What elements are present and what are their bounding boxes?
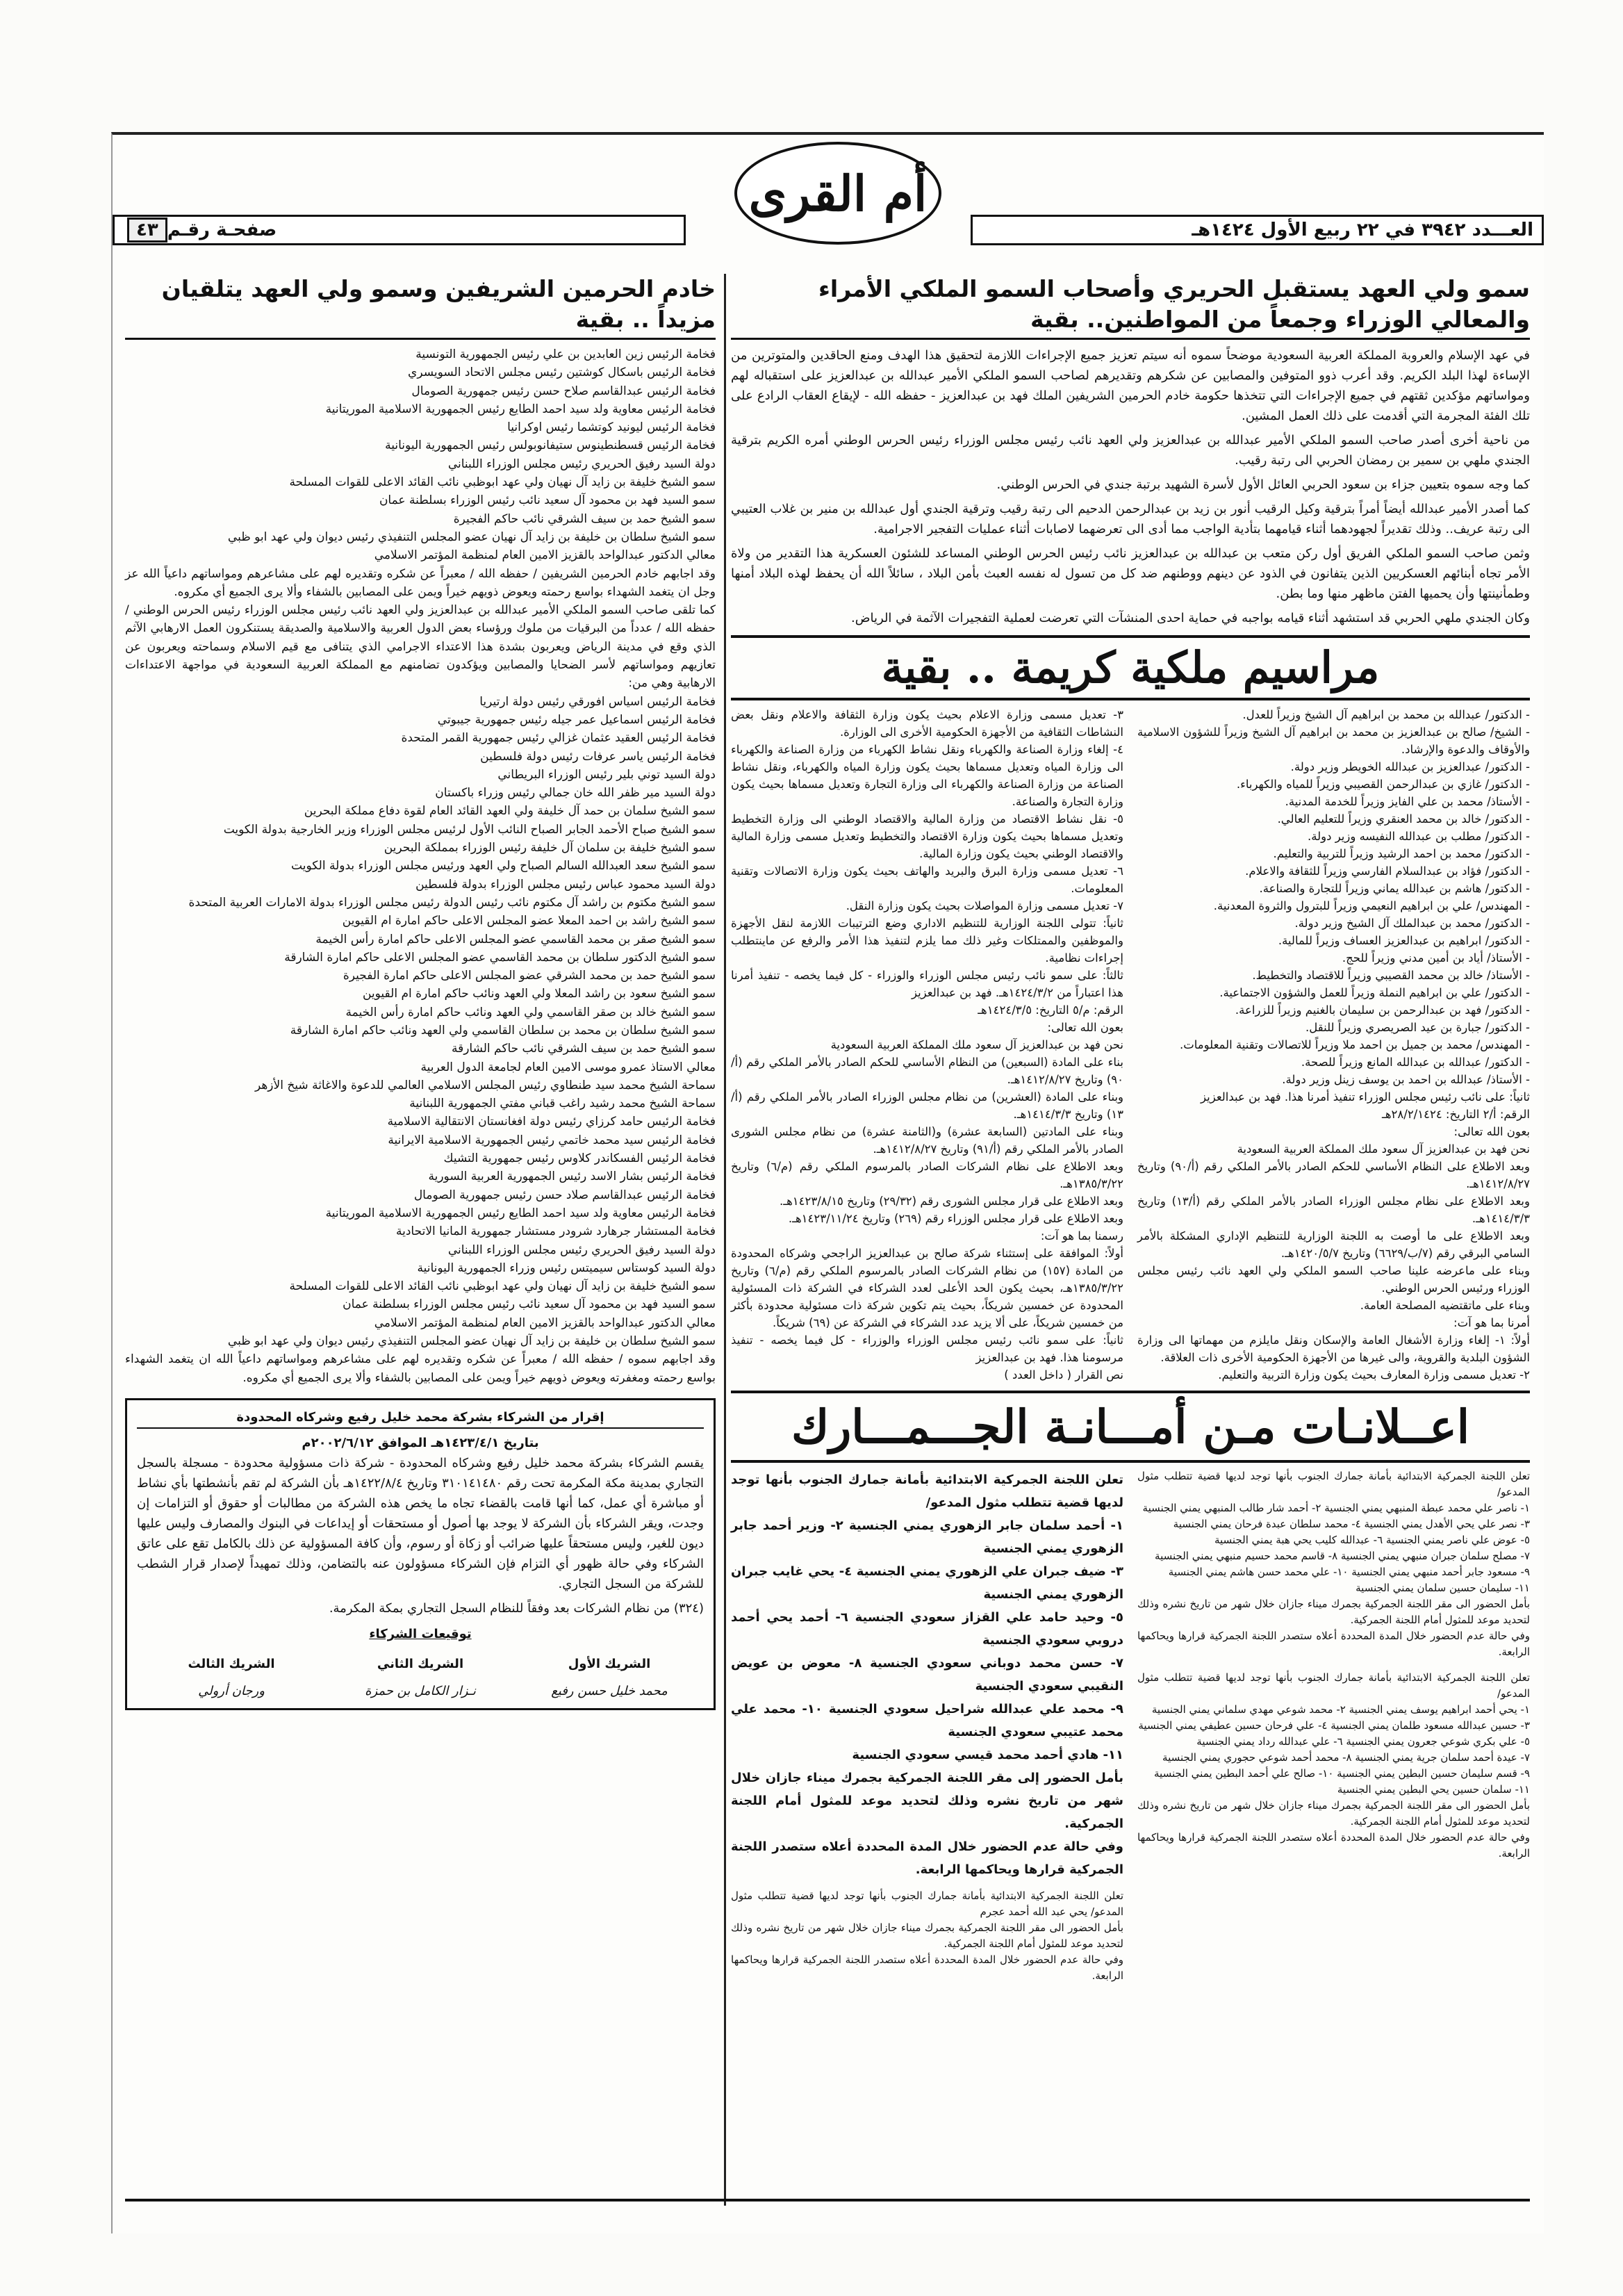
- article-paragraph: في عهد الإسلام والعروبة المملكة العربية السعودية موضحاً سموه أنه سيتم تعزيز جميع الإجراءات اللازمة لتحقيق هذا الهدف ومنع الحاقدين والمتوترين من الإساءة لهذا البلد الكريم. وقد أعرب ذوو المتوفين والمصابين عن شكرهم وتقديرهم لصاحب السمو الملكي الأمير عبدالله بن عبدالعزيز على استقباله لهم ومواساتهم مؤكدين ثقتهم في جميع الإجراءات التي تتخذها حكومة خادم الحرمين الشريفين الملك فهد بن عبدالعزيز - حفظه الله - لإيقاع العقاب الرادع على تلك الفئة المجرمة التي أقدمت على ذلك العمل المشين.: [731, 348, 1530, 423]
- customs-notice: تعلن اللجنة الجمركية الابتدائية بأمانة جمارك الجنوب بأنها توجد لديها قضية تتطلب مثول المدعو/ ١- ناصر علي محمد عبطة المنبهي يمني الجنسية ٢- أحمد شار طالب المنبهي يمني الجنسية ٣- نصر علي يحي الأهدل يمني الجنسية ٤- محمد سلطان عبدة فرحان يمني الجنسية ٥- عوض علي ناصر يمني الجنسية ٦- عبدالله كليب يحي هبة يمني الجنسية ٧- مصلح سلمان جبران منبهي يمني الجنسية ٨- قاسم محمد حسيم منبهي يمني الجنسية ٩- مسعود جابر أحمد منبهي يمني الجنسية ١٠- علي محمد حسن هاشم يمني الجنسية ١١- سليمان حسين سلمان يمني الجنسية بأمل الحضور الى مقر اللجنة الجمركية بجمرك ميناء جازان خلال شهر من تاريخ نشره وذلك لتحديد موعد للمثول أمام اللجنة الجمركية. وفي حالة عدم الحضور خلال المدة المحددة أعلاه ستصدر اللجنة الجمركية قرارها ويحاكمها الرابعة.: [1137, 1470, 1530, 1658]
- newspaper-logo: أم القرى: [734, 142, 941, 245]
- notice-date: بتاريخ ١٤٢٣/٤/١هـ الموافق ٢٠٠٢/٦/١٢م: [302, 1435, 539, 1450]
- customs-notice: تعلن اللجنة الجمركية الابتدائية بأمانة جمارك الجنوب بأنها توجد لديها قضية تتطلب مثول المدعو/ ١- أحمد سلمان جابر الزهوري يمني الجنسية ٢- وزير أحمد جابر الزهوري يمني الجنسية ٣- ضيف جبران علي الزهوري يمني الجنسية ٤- يحي غايب جبران الزهوري يمني الجنسية ٥- وحيد حامد علي القزاز سعودي الجنسية ٦- أحمد يحي أحمد دروبي سعودي الجنسية ٧- حسن محمد دوباني سعودي الجنسية ٨- معوض بن عويض النقيبي سعودي الجنسية ٩- محمد علي عبدالله شراحيل سعودي الجنسية ١٠- محمد علي محمد عتيبي سعودي الجنسية ١١- هادي أحمد محمد قيسي سعودي الجنسية بأمل الحضور إلى مقر اللجنة الجمركية بجمرك ميناء جازان خلال شهر من تاريخ نشره وذلك لتحديد موعد للمثول أمام اللجنة الجمركية. وفي حالة عدم الحضور خلال المدة المحددة أعلاه ستصدر اللجنة الجمركية قرارها ويحاكمها الرابعة.: [731, 1473, 1124, 1877]
- masthead: [113, 149, 1544, 260]
- issue-line: العـــدد ٣٩٤٢ في ٢٢ ربيع الأول ١٤٢٤هـ: [1192, 220, 1533, 240]
- page-number: ٤٣: [127, 218, 167, 243]
- column-divider: [724, 274, 726, 2206]
- headline-crown-prince: سمو ولي العهد يستقبل الحريري وأصحاب السمو الملكي الأمراء والمعالي الوزراء وجمعاً من المواطنين.. بقية: [731, 274, 1530, 340]
- handwritten-signature: نـزار الكامل بن حمزة: [365, 1683, 476, 1698]
- customs-ads-body: [731, 1468, 1530, 1988]
- customs-notice: تعلن اللجنة الجمركية الابتدائية بأمانة جمارك الجنوب بأنها توجد لديها قضية تتطلب مثول المدعو/ يحي عبد الله أحمد عجرم بأمل الحضور الى مقر اللجنة الجمركية بجمرك ميناء جازان خلال شهر من تاريخ نشره وذلك لتحديد موعد للمثول أمام اللجنة الجمركية. وفي حالة عدم الحضور خلال المدة المحددة أعلاه ستصدر اللجنة الجمركية قرارها ويحاكمها الرابعة.: [731, 1889, 1123, 1982]
- footer-rule: [125, 2199, 1530, 2201]
- page-label: صفحـة رقـم: [167, 220, 277, 240]
- notice-title: إقرار من الشركاء بشركة محمد خليل رفيع وشركاه المحدودة: [137, 1407, 704, 1429]
- article-paragraph: كما وجه سموه بتعيين جزاء بن سعود الحربي العائل الأول لأسرة الشهيد برتبة جندي في الحرس الوطني.: [996, 477, 1530, 492]
- signature-partner-2: الشريك الثاني نـزار الكامل بن حمزة: [326, 1654, 515, 1701]
- decrees-right-column: - الدكتور/ عبدالله بن محمد بن ابراهيم آل الشيخ وزيراً للعدل. - الشيخ/ صالح بن عبدالعزيز بن محمد بن ابراهيم آل الشيخ وزيراً للشؤون الاسلامية والأوقاف والدعوة والإرشاد. - الدكتور/ عبدالعزيز بن عبدالله الخويطر وزير دولة. - الدكتور/ غازي بن عبدالرحمن القصيبي وزيراً للمياه والكهرباء. - الأستاذ/ محمد بن علي الفايز وزيراً للخدمة المدنية. - الدكتور/ خالد بن محمد العنقري وزيراً للتعليم العالي. - الدكتور/ مطلب بن عبدالله النفيسه وزير دولة. - الدكتور/ محمد بن احمد الرشيد وزيراً للتربية والتعليم. - الدكتور/ فؤاد بن عبدالسلام الفارسي وزيراً للثقافة والاعلام. - الدكتور/ هاشم بن عبدالله يماني وزيراً للتجارة والصناعة. - المهندس/ علي بن ابراهيم النعيمي وزيراً للبترول والثروة المعدنية. - الدكتور/ محمد بن عبدالملك آل الشيخ وزير دولة. - الدكتور/ ابراهيم بن عبدالعزيز العساف وزيراً للمالية. - الأستاذ/ أياد بن أمين مدني وزيراً للحج. - الأستاذ/ خالد بن محمد القصيبي وزيراً للاقتصاد والتخطيط. - الدكتور/ علي بن ابراهيم النملة وزيراً للعمل والشؤون الاجتماعية. - الدكتور/ فهد بن عبدالرحمن بن سليمان بالغنيم وزيراً للزراعة. - الدكتور/ جبارة بن عيد الصريصري وزيراً للنقل. - المهندس/ محمد بن جميل بن احمد ملا وزيراً للاتصالات وتقنية المعلومات. - الدكتور/ عبدالله بن عبدالله المانع وزيراً للصحة. - الأستاذ/ عبدالله بن احمد بن يوسف زينل وزير دولة. ثانياً: على نائب رئيس مجلس الوزراء تنفيذ أمرنا هذا. فهد بن عبدالعزيز الرقم: أ/٢ التاريخ: ٢٨/٢/١٤٢٤هـ بعون الله تعالى: نحن فهد بن عبدالعزيز آل سعود ملك المملكة العربية السعودية وبعد الاطلاع على النظام الأساسي للحكم الصادر بالأمر الملكي رقم (أ/٩٠) وتاريخ ١٤١٢/٨/٢٧هـ. وبعد الاطلاع على نظام مجلس الوزراء الصادر بالأمر الملكي رقم (أ/١٣) وتاريخ ١٤١٤/٣/٣هـ. وبعد الاطلاع على ما أوصت به اللجنة الوزارية للتنظيم الإداري المشكلة بالأمر السامي البرقي رقم (٧/ب/٦٦٢٩) وتاريخ ١٤٢٠/٥/٧هـ. وبناء على ماعرضه علينا صاحب السمو الملكي ولي العهد نائب رئيس مجلس الوزراء ورئيس الحرس الوطني. وبناء على ماتقتضيه المصلحة العامة. أمرنا بما هو آت: أولاً: ١- إلغاء وزارة الأشغال العامة والإسكان ونقل مايلزم من مهماتها الى وزارة الشؤون البلدية والقروية، والى غيرها من الأجهزة الحكومية الأخرى ذات العلاقة. ٢- تعديل مسمى وزارة المعارف بحيث يكون وزارة التربية والتعليم.: [1137, 708, 1530, 1381]
- condolence-list: فخامة الرئيس زين العابدين بن علي رئيس الجمهورية التونسية فخامة الرئيس باسكال كوشتين رئيس مجلس الاتحاد السويسري فخامة الرئيس عبدالقاسم صلاح حسن رئيس جمهورية الصومال فخامة الرئيس معاوية ولد سيد احمد الطايع رئيس الجمهورية الاسلامية الموريتانية فخامة الرئيس ليونيد كوتشما رئيس اوكرانيا فخامة الرئيس قسطنطينوس ستيفانوبولس رئيس الجمهورية اليونانية دولة السيد رفيق الحريري رئيس مجلس الوزراء اللبناني سمو الشيخ خليفة بن زايد آل نهيان ولي عهد ابوظبي نائب القائد الاعلى للقوات المسلحة سمو السيد فهد بن محمود آل سعيد نائب رئيس الوزراء بسلطنة عمان سمو الشيخ حمد بن سيف الشرقي نائب حاكم الفجيرة سمو الشيخ سلطان بن خليفة بن زايد آل نهيان عضو المجلس التنفيذي رئيس ديوان ولي عهد ابو ظبي معالي الدكتور عبدالواحد بالقزيز الامين العام لمنظمة المؤتمر الاسلامي وقد اجابهم خادم الحرمين الشريفين / حفظه الله / معبراً عن شكره وتقديره لهم على مشاعرهم ومواساتهم داعياً الله عز وجل ان يتغمد الشهداء بواسع رحمته ويعوض ذويهم خيراً ويمن على المصابين بالشفاء وألا يرى الجميع أي مكروه. كما تلقى صاحب السمو الملكي الأمير عبدالله بن عبدالعزيز ولي العهد نائب رئيس مجلس الوزراء رئيس الحرس الوطني / حفظه الله / عدداً من البرقيات من ملوك ورؤساء بعض الدول العربية والاسلامية والصديقة يستنكرون العمل الارهابي الآثم الذي وقع في مدينة الرياض ويعربون بشدة هذا الاعتداء الاجرامي الذي يتنافى مع قيم الاسلام وسماحته ويعربون عن تعازيهم ومواساتهم لأسر الضحايا والمصابين ويؤكدون تضامنهم مع المملكة العربية السعودية في مواجهة الاعتداءات الارهابية وهي من: فخامة الرئيس اسياس افورقي رئيس دولة ارتيريا فخامة الرئيس اسماعيل عمر جيله رئيس جمهورية جيبوتي فخامة الرئيس العقيد عثمان غزالي رئيس جمهورية القمر المتحدة فخامة الرئيس ياسر عرفات رئيس دولة فلسطين دولة السيد توني بلير رئيس الوزراء البريطاني دولة السيد مير ظفر الله خان جمالي رئيس وزراء باكستان سمو الشيخ سلمان بن حمد آل خليفة ولي العهد القائد العام لقوة دفاع مملكة البحرين سمو الشيخ صباح الأحمد الجابر الصباح النائب الأول لرئيس مجلس الوزراء وزير الخارجية بدولة الكويت سمو الشيخ خليفة بن سلمان آل خليفة رئيس الوزراء بمملكة البحرين سمو الشيخ سعد العبدالله السالم الصباح ولي العهد ورئيس مجلس الوزراء بدولة الكويت دولة السيد محمود عباس رئيس مجلس الوزراء بدولة فلسطين سمو الشيخ مكتوم بن راشد آل مكتوم نائب رئيس الدولة رئيس مجلس الوزراء بدولة الامارات العربية المتحدة سمو الشيخ راشد بن احمد المعلا عضو المجلس الاعلى حاكم امارة ام القيوين سمو الشيخ صقر بن محمد القاسمي عضو المجلس الاعلى حاكم امارة رأس الخيمة سمو الشيخ الدكتور سلطان بن محمد القاسمي عضو المجلس الاعلى حاكم امارة الشارقة سمو الشيخ حمد بن محمد الشرقي عضو المجلس الاعلى حاكم امارة الفجيرة سمو الشيخ سعود بن راشد المعلا ولي العهد ونائب حاكم امارة ام القيوين سمو الشيخ خالد بن صقر القاسمي ولي العهد ونائب حاكم امارة رأس الخيمة سمو الشيخ سلطان بن محمد بن سلطان القاسمي ولي العهد ونائب حاكم امارة الشارقة سمو الشيخ حمد بن سيف الشرقي نائب حاكم الشارقة معالي الاستاذ عمرو موسى الامين العام لجامعة الدول العربية سماحة الشيخ محمد سيد طنطاوي رئيس المجلس الاسلامي العالمي للدعوة والاغاثة شيخ الأزهر سماحة الشيخ محمد رشيد راغب قباني مفتي الجمهورية اللبنانية فخامة الرئيس حامد كرزاي رئيس دولة افغانستان الانتقالية الاسلامية فخامة الرئيس سيد محمد خاتمي رئيس الجمهورية الاسلامية الايرانية فخامة الرئيس الفسكاندر كلاوس رئيس جمهورية التشيك فخامة الرئيس بشار الاسد رئيس الجمهورية العربية السورية فخامة الرئيس عبدالقاسم صلاد حسن رئيس جمهورية الصومال فخامة الرئيس معاوية ولد سيد احمد الطايع رئيس الجمهورية الاسلامية الموريتانية فخامة المستشار جرهارد شرودر مستشار جمهورية المانيا الاتحادية دولة السيد رفيق الحريري رئيس مجلس الوزراء اللبناني دولة السيد كوستاس سيميتس رئيس وزراء الجمهورية اليونانية سمو الشيخ خليفة بن زايد آل نهيان ولي عهد ابوظبي نائب القائد الاعلى للقوات المسلحة سمو السيد فهد بن محمود آل سعيد نائب رئيس مجلس الوزراء بسلطنة عمان معالي الدكتور عبدالواحد بالقزيز الامين العام لمنظمة المؤتمر الاسلامي سمو الشيخ سلطان بن خليفة بن زايد آل نهيان عضو المجلس التنفيذي رئيس ديوان ولي عهد ابو ظبي وقد اجابهم سموه / حفظه الله / معبراً عن شكره وتقديره لهم على مشاعرهم ومواساتهم داعياً الله ان يتغمد الشهداء بواسع رحمته ومغفرته ويعوض ذويهم خيراً ويمن على المصابين بالشفاء وألا يرى الجميع أي مكروه.: [125, 347, 716, 1385]
- handwritten-signature: ورجان أرولي: [198, 1683, 265, 1698]
- partners-notice: [125, 1398, 716, 1710]
- left-column: [125, 274, 716, 1710]
- page-number-bar: [113, 215, 686, 245]
- customs-ads-right: [1137, 1468, 1530, 1988]
- article-paragraph: من ناحية أخرى أصدر صاحب السمو الملكي الأمير عبدالله بن عبدالعزيز ولي العهد نائب رئيس مجلس الوزراء رئيس الحرس الوطني أمره الكريم بترقية الجندي ملهي بن سمير بن رمضان الحربي الى رتبة رقيب.: [731, 433, 1530, 468]
- handwritten-signature: محمد خليل حسن رفيع: [551, 1683, 668, 1698]
- headline-condolences: خادم الحرمين الشريفين وسمو ولي العهد يتلقيان مزيداً .. بقية: [125, 274, 716, 340]
- customs-notice: تعلن اللجنة الجمركية الابتدائية بأمانة جمارك الجنوب بأنها توجد لديها قضية تتطلب مثول المدعو/ ١- يحي أحمد ابراهيم يوسف يمني الجنسية ٢- محمد شوعي مهدي سلماني يمني الجنسية ٣- حسين عبدالله مسعود طلمان يمني الجنسية ٤- علي فرحان حسين عطيفي يمني الجنسية ٥- علي بكري شوعي جعرون يمني الجنسية ٦- علي عبدالله رداد يمني الجنسية ٧- عيدة أحمد سلمان جرية يمني الجنسية ٨- محمد أحمد شوعي حجوري يمني الجنسية ٩- قسم سليمان حسين البطين يمني الجنسية ١٠- صالح علي أحمد البطين يمني الجنسية ١١- سلمان حسين يحي البطين يمني الجنسية بأمل الحضور الى مقر اللجنة الجمركية بجمرك ميناء جازان خلال شهر من تاريخ نشره وذلك لتحديد موعد للمثول أمام اللجنة الجمركية. وفي حالة عدم الحضور خلال المدة المحددة أعلاه ستصدر اللجنة الجمركية قرارها ويحاكمها الرابعة.: [1137, 1671, 1530, 1860]
- customs-ads-banner: اعــلانـات مـن أمـــانـة الجـــمـــارك: [731, 1391, 1530, 1463]
- signature-partner-1: الشريك الأول محمد خليل حسن رفيع: [515, 1654, 704, 1701]
- signatures-row: [137, 1654, 704, 1701]
- signature-partner-3: الشريك الثالث ورجان أرولي: [137, 1654, 326, 1701]
- right-column: [731, 274, 1530, 1988]
- article-paragraph: وكان الجندي ملهي الحربي قد استشهد أثناء قيامه بواجبه في حماية احدى المنشآت التي تعرضت لعملية التفجيرات الآثمة في الرياض.: [851, 611, 1530, 625]
- royal-decrees-body: [731, 706, 1530, 1384]
- customs-ads-left: [731, 1468, 1123, 1988]
- signatures-header: توقيعات الشركاء: [369, 1626, 472, 1641]
- royal-decrees-banner: مراسيم ملكية كريمة .. بقية: [731, 635, 1530, 700]
- article-paragraph: كما أصدر الأمير عبدالله أيضاً أمراً بترقية وكيل الرقيب أنور بن زيد بن عبدالرحمن الدحيم الى رتبة رقيب وترقية الجندي أول عبدالله بن منير بن غلاب العتيبي الى رتبة عريف.. وذلك تقديراً لجهودهما أثناء قيامهما بتأدية الواجب مما أدى الى تعرضهما لاصابات أثناء عمليات التفجير الاجرامية.: [731, 502, 1530, 536]
- notice-cr: (٣٢٤) من نظام الشركات بعد وفقاً للنظام السجل التجاري بمكة المكرمة.: [329, 1600, 704, 1616]
- issue-info-bar: [971, 215, 1544, 245]
- article-paragraph: وثمن صاحب السمو الملكي الفريق أول ركن متعب بن عبدالله بن عبدالعزيز نائب رئيس الحرس الوطني المساعد للشئون العسكرية هذا التقدير من ولاة الأمر تجاه أبنائهم العسكريين الذين يتفانون في الذود عن دينهم ووطنهم ضد كل من تسول له نفسه العبث بأمن البلاد ، سائلاً الله أن يحفظ لهذه البلاد أمنها وطمأنينتها وأن يحميها الفتن ماظهر منها وما بطن.: [731, 546, 1530, 601]
- newspaper-page: [111, 132, 1544, 2233]
- decrees-left-column: ٣- تعديل مسمى وزارة الاعلام بحيث يكون وزارة الثقافة والاعلام ونقل بعض النشاطات الثقافية من الأجهزة الحكومية الأخرى الى الوزارة. ٤- إلغاء وزارة الصناعة والكهرباء ونقل نشاط الكهرباء من وزارة الصناعة والكهرباء الى وزارة المياه وتعديل مسماها بحيث يكون وزارة المياه والكهرباء، ونقل نشاط الصناعة من وزارة الصناعة والكهرباء الى وزارة التجارة وتعديل مسماها بحيث يكون وزارة التجارة والصناعة. ٥- نقل نشاط الاقتصاد من وزارة المالية والاقتصاد الوطني الى وزارة التخطيط وتعديل مسماها بحيث يكون وزارة الاقتصاد والتخطيط وتعديل مسمى وزارة المالية والاقتصاد الوطني بحيث يكون وزارة المالية. ٦- تعديل مسمى وزارة البرق والبريد والهاتف بحيث يكون وزارة الاتصالات وتقنية المعلومات. ٧- تعديل مسمى وزارة المواصلات بحيث يكون وزارة النقل. ثانياً: تتولى اللجنة الوزارية للتنظيم الاداري وضع الترتيبات اللازمة لنقل الأجهزة والموظفين والممتلكات وغير ذلك مما يلزم لتنفيذ هذا الأمر والرفع عن ماينتطلب إجراءات نظامية. ثالثاً: على سمو نائب رئيس مجلس الوزراء والوزراء - كل فيما يخصه - تنفيذ أمرنا هذا اعتباراً من ١٤٢٤/٣/٢هـ. فهد بن عبدالعزيز الرقم: م/٥ التاريخ: ١٤٢٤/٣/٥هـ بعون الله تعالى: نحن فهد بن عبدالعزيز آل سعود ملك المملكة العربية السعودية بناء على المادة (السبعين) من النظام الأساسي للحكم الصادر بالأمر الملكي رقم (أ/٩٠) وتاريخ ١٤١٢/٨/٢٧هـ. وبناء على المادة (العشرين) من نظام مجلس الوزراء الصادر بالأمر الملكي رقم (أ/١٣) وتاريخ ١٤١٤/٣/٣هـ. وبناء على المادتين (السابعة عشرة) و(الثامنة عشرة) من نظام مجلس الشورى الصادر بالأمر الملكي رقم (أ/٩١) وتاريخ ١٤١٢/٨/٢٧هـ. وبعد الاطلاع على نظام الشركات الصادر بالمرسوم الملكي رقم (م/٦) وتاريخ ١٣٨٥/٣/٢٢هـ. وبعد الاطلاع على قرار مجلس الشورى رقم (٢٩/٣٢) وتاريخ ١٤٢٣/٨/١٥هـ. وبعد الاطلاع على قرار مجلس الوزراء رقم (٢٦٩) وتاريخ ١٤٢٣/١١/٢٤هـ. رسمنا بما هو آت: أولاً: الموافقة على إستثناء شركة صالح بن عبدالعزيز الراجحي وشركاه المحدودة من المادة (١٥٧) من نظام الشركات الصادر بالمرسوم الملكي رقم (م/٦) وتاريخ ١٣٨٥/٣/٢٢هـ، بحيث يكون الحد الأعلى لعدد الشركاء في الشركة ذات المسئولية المحدودة عن خمسين شريكاً، بحيث يتم تكوين شركة ذات مسئولية محدودة بأكثر من خمسين شريكاً، على ألا يزيد عدد الشركاء في الشركة عن (٦٩) شريكاً. ثانياً: على سمو نائب رئيس مجلس الوزراء والوزراء - كل فيما يخصه - تنفيذ مرسومنا هذا. فهد بن عبدالعزيز نص القرار ( داخل العدد ): [731, 708, 1124, 1381]
- notice-body: يقسم الشركاء بشركة محمد خليل رفيع وشركاه المحدودة - شركة ذات مسؤولية محدودة - مسجلة بالسجل التجاري بمدينة مكة المكرمة تحت رقم ٣١٠١٤١٤٨٠ وتاريخ ١٤٢٢/٨/٤هـ بأن الشركة لم تقم بأنشطتها بأي نشاط أو مباشرة أي عمل، كما أنها قامت بالقضاء تجاه ما يخص هذه الشركة من مطالبات أو حقوق أو التزامات إن وجدت، ويقر الشركاء بأن الشركة لا يوجد بها أصول أو مستحقات أو إيداعات في البنوك والمصارف وليس عليها ديون للغير، وليس مستحقاً عليها ضرائب أو زكاة أو رسوم، وأن كافة المسؤولية عن ذلك بالكامل تقع على عاتق الشركاء وفي حالة ظهور أي التزام فإن الشركاء مسؤولون عنه بالتضامن، وذلك تمهيداً لإصدار قرار الشطب للشركة من السجل التجاري.: [137, 1455, 704, 1591]
